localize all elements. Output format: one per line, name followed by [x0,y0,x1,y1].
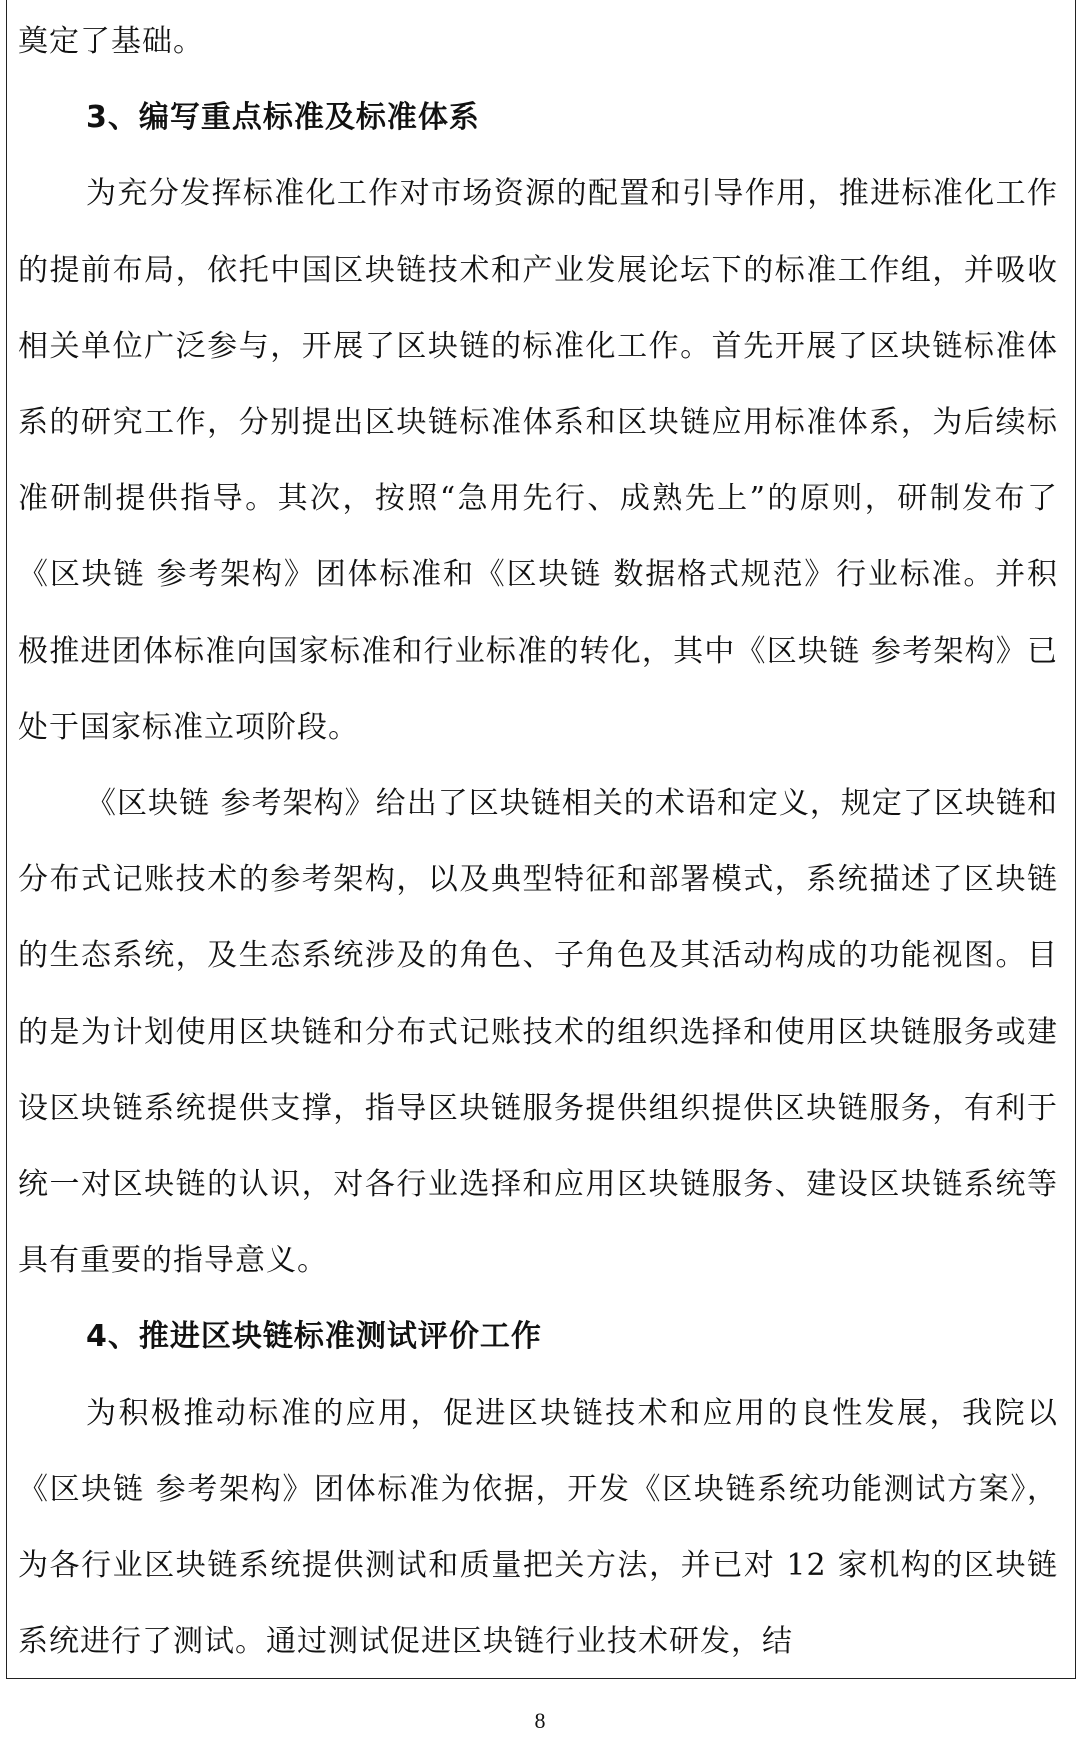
paragraph-continuation: 奠定了基础。 [18,24,204,59]
document-body [18,4,1058,1680]
section-heading-3: 3、编写重点标准及标准体系 [86,100,480,136]
section-heading-4: 4、推进区块链标准测试评价工作 [86,1319,542,1355]
page-number: 8 [534,1708,546,1733]
paragraph-standardization-work: 为充分发挥标准化工作对市场资源的配置和引导作用，推进标准化工作的提前布局，依托中国区块链技术和产业发展论坛下的标准工作组，并吸收相关单位广泛参与，开展了区块链的标准化工作。首先开展了区块链标准体系的研究工作，分别提出区块链标准体系和区块链应用标准体系，为后续标准研制提供指导。其次，按照“急用先行、成熟先上”的原则，研制发布了《区块链 参考架构》团体标准和《区块链 数据格式规范》行业标准。并积极推进团体标准向国家标准和行业标准的转化，其中《区块链 参考架构》已处于国家标准立项阶段。 [18,176,1058,745]
paragraph-testing-evaluation: 为积极推动标准的应用，促进区块链技术和应用的良性发展，我院以《区块链 参考架构》团体标准为依据，开发《区块链系统功能测试方案》，为各行业区块链系统提供测试和质量把关方法，并已对 12 家机构的区块链系统进行了测试。通过测试促进区块链行业技术研发，结 [18,1395,1058,1660]
paragraph-reference-architecture: 《区块链 参考架构》给出了区块链相关的术语和定义，规定了区块链和分布式记账技术的参考架构，以及典型特征和部署模式，系统描述了区块链的生态系统，及生态系统涉及的角色、子角色及其活动构成的功能视图。目的是为计划使用区块链和分布式记账技术的组织选择和使用区块链服务或建设区块链系统提供支撑，指导区块链服务提供组织提供区块链服务，有利于统一对区块链的认识，对各行业选择和应用区块链服务、建设区块链系统等具有重要的指导意义。 [18,786,1058,1279]
